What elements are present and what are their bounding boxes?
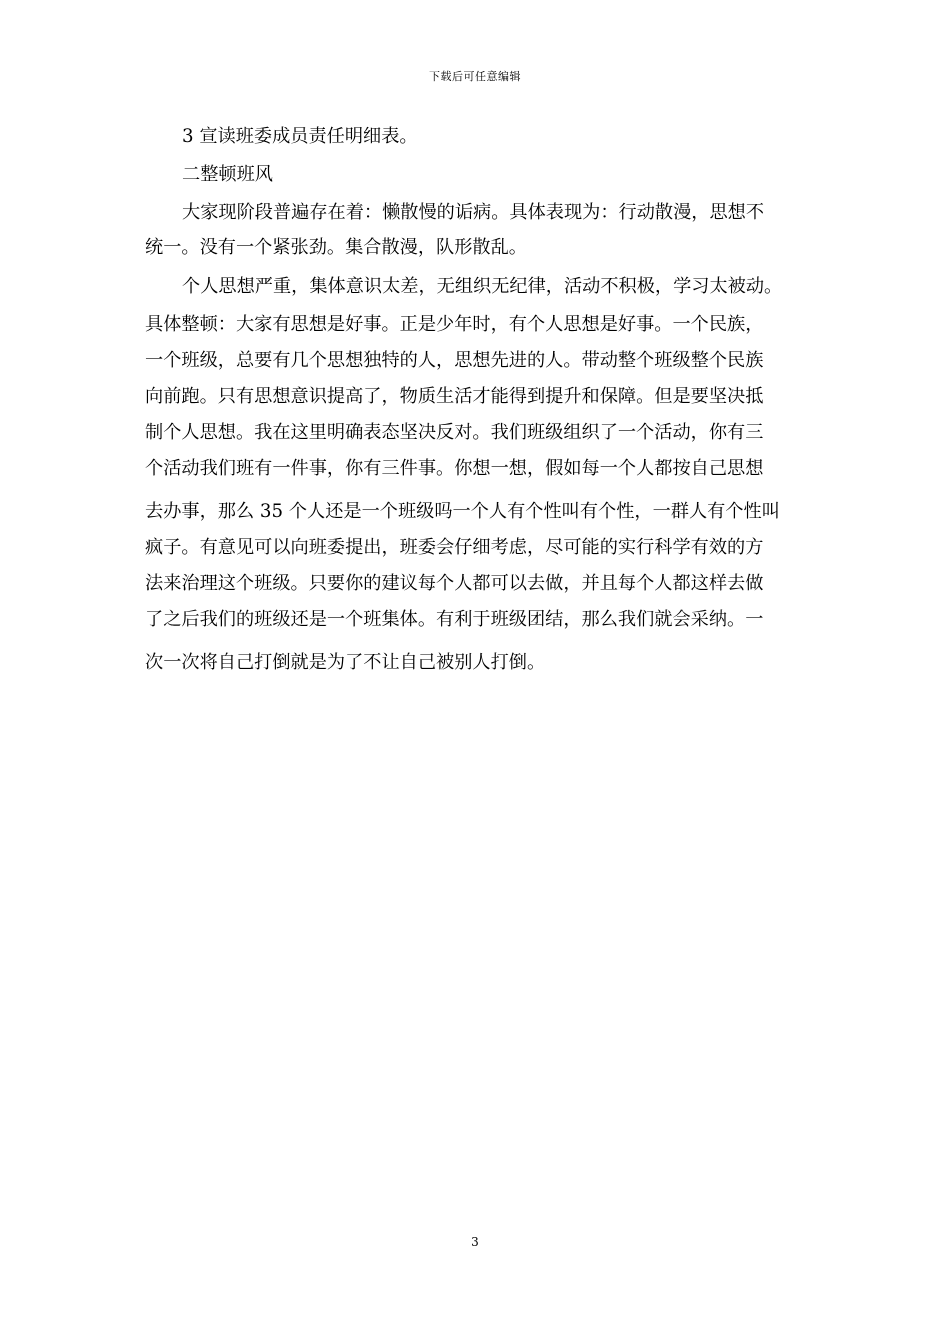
paragraph-line: 疯子。有意见可以向班委提出，班委会仔细考虑，尽可能的实行科学有效的方 (145, 537, 764, 558)
paragraph-line: 次一次将自己打倒就是为了不让自己被别人打倒。 (145, 652, 546, 673)
paragraph-line: 了之后我们的班级还是一个班集体。有利于班级团结，那么我们就会采纳。一 (145, 609, 764, 630)
paragraph-line: 统一。没有一个紧张劲。集合散漫，队形散乱。 (145, 237, 527, 258)
paragraph-line: 法来治理这个班级。只要你的建议每个人都可以去做，并且每个人都这样去做 (145, 573, 764, 594)
paragraph-line: 个人思想严重，集体意识太差，无组织无纪律，活动不积极，学习太被动。 (182, 276, 783, 297)
section-heading: 二整顿班风 (182, 164, 273, 185)
paragraph-line: 3 宣读班委成员责任明细表。 (182, 126, 418, 147)
page-header: 下载后可任意编辑 (429, 70, 521, 83)
paragraph-line: 一个班级，总要有几个思想独特的人，思想先进的人。带动整个班级整个民族 (145, 350, 764, 371)
paragraph-line: 向前跑。只有思想意识提高了，物质生活才能得到提升和保障。但是要坚决抵 (145, 386, 764, 407)
paragraph-line: 去办事，那么 35 个人还是一个班级吗一个人有个性叫有个性，一群人有个性叫 (145, 501, 780, 522)
paragraph-line: 具体整顿：大家有思想是好事。正是少年时，有个人思想是好事。一个民族， (145, 314, 764, 335)
paragraph-line: 大家现阶段普遍存在着：懒散慢的诟病。具体表现为：行动散漫，思想不 (182, 202, 765, 223)
paragraph-line: 制个人思想。我在这里明确表态坚决反对。我们班级组织了一个活动，你有三 (145, 422, 764, 443)
paragraph-line: 个活动我们班有一件事，你有三件事。你想一想，假如每一个人都按自己思想 (145, 458, 764, 479)
page-number: 3 (471, 1235, 479, 1249)
